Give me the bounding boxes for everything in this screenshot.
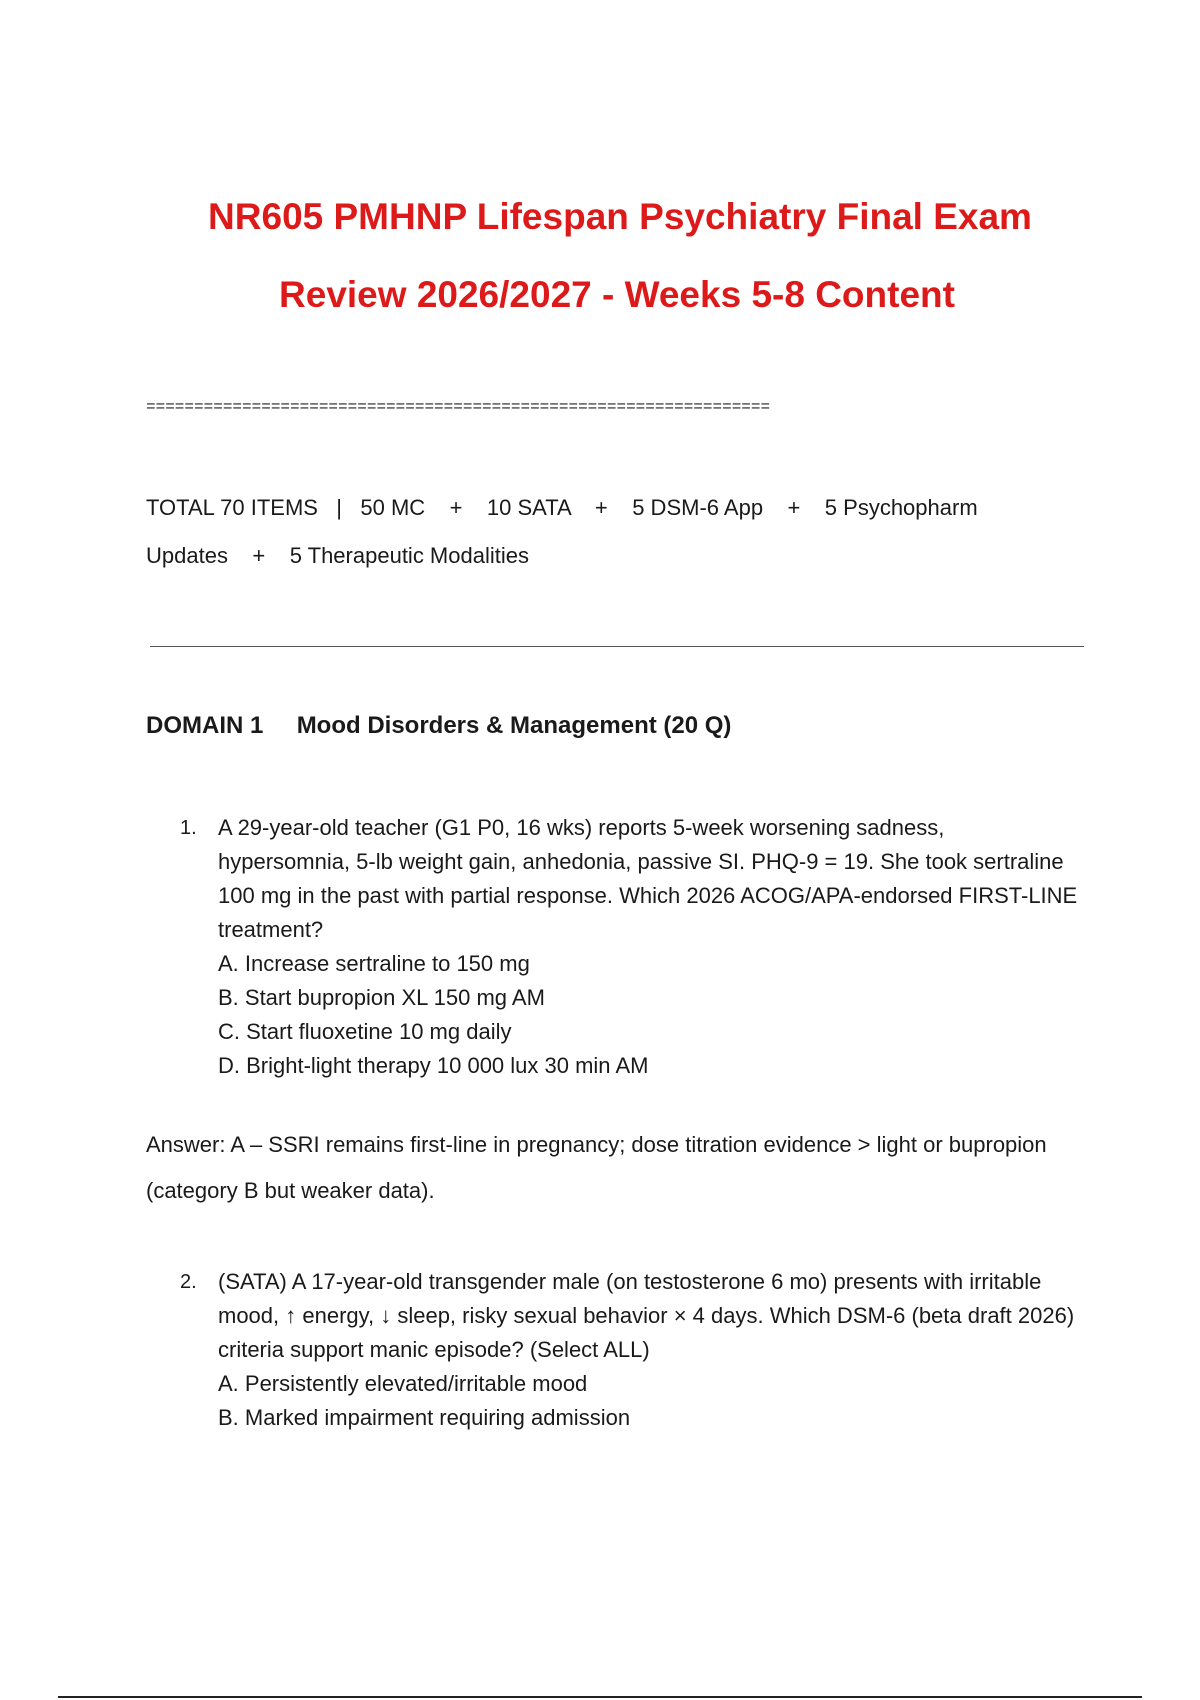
option-a: A. Persistently elevated/irritable mood: [218, 1371, 588, 1396]
option-c: C. Start fluoxetine 10 mg daily: [218, 1019, 512, 1044]
option-b: B. Start bupropion XL 150 mg AM: [218, 985, 545, 1010]
question-2: [180, 1265, 1080, 1435]
option-b: B. Marked impairment requiring admission: [218, 1405, 631, 1430]
document-title-line-2: Review 2026/2027 - Weeks 5-8 Content: [279, 274, 955, 315]
option-d: D. Bright-light therapy 10 000 lux 30 min AM: [218, 1053, 649, 1078]
document-title-line-1: NR605 PMHNP Lifespan Psychiatry Final Exam: [208, 196, 1032, 237]
equals-separator: =================================================================: [146, 398, 771, 416]
answer-explanation: Answer: A – SSRI remains first-line in pregnancy; dose titration evidence > light or bupropion (category B but weaker data).: [146, 1132, 1047, 1203]
horizontal-rule: [150, 646, 1084, 647]
option-a: A. Increase sertraline to 150 mg: [218, 951, 530, 976]
domain-heading: [146, 712, 731, 740]
question-number: 2.: [180, 1271, 197, 1293]
domain-label: DOMAIN 1: [146, 712, 264, 739]
question-1: [180, 811, 1080, 1083]
question-number: 1.: [180, 817, 197, 839]
question-stem: (SATA) A 17-year-old transgender male (on testosterone 6 mo) presents with irritable mood, ↑ energy, ↓ sleep, risky sexual behavior × 4 days. Which DSM-6 (beta draft 2026) criteria support manic episode? (Select ALL): [218, 1269, 1075, 1362]
exam-composition: [146, 484, 1066, 580]
question-stem: A 29-year-old teacher (G1 P0, 16 wks) reports 5-week worsening sadness, hypersomnia, 5-lb weight gain, anhedonia, passive SI. PHQ-9 = 19. She took sertraline 100 mg in the past with partial response. Which 2026 ACOG/APA-endorsed FIRST-LINE treatment?: [218, 815, 1078, 942]
domain-title: Mood Disorders & Management (20 Q): [296, 712, 732, 739]
exam-composition-line-1: TOTAL 70 ITEMS | 50 MC + 10 SATA + 5 DSM-6 App + 5 Psychopharm: [146, 495, 978, 520]
page-bottom-rule: [58, 1696, 1142, 1698]
exam-composition-line-2: Updates + 5 Therapeutic Modalities: [146, 543, 529, 568]
